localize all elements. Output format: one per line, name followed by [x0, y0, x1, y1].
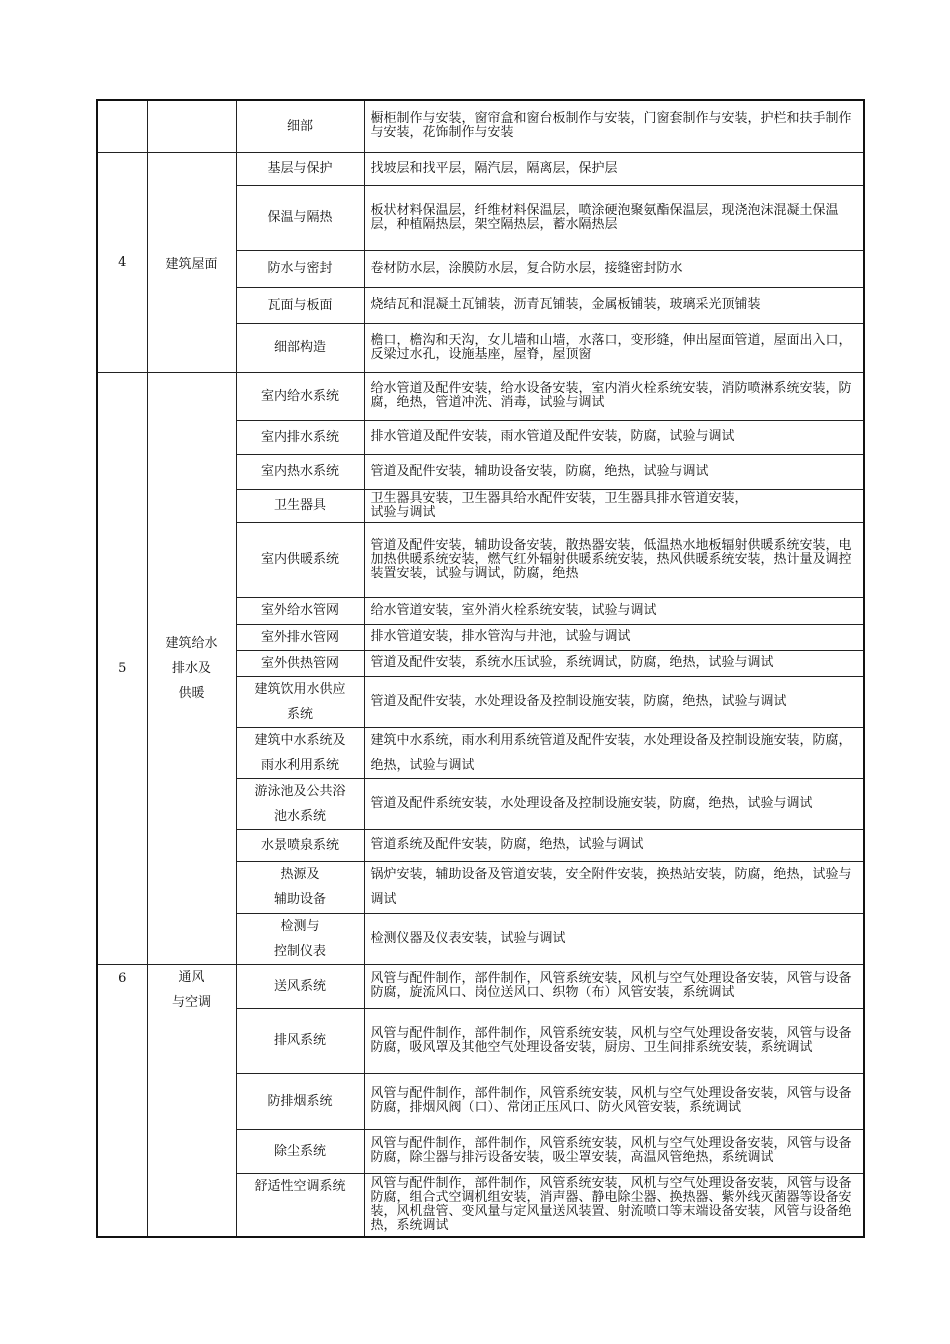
- subdivision-cell: 室外排水管网: [236, 624, 364, 650]
- subdivision-line: 系统: [286, 706, 313, 722]
- division-name-line: 通风: [178, 969, 205, 985]
- subdivision-cell: 舒适性空调系统: [236, 1173, 364, 1237]
- content-cell: 管道及配件安装，水处理设备及控制设施安装，防腐，绝热，试验与调试: [364, 676, 864, 727]
- content-cell: 排水管道安装，排水管沟与井池，试验与调试: [364, 624, 864, 650]
- subdivision-cell: [236, 861, 364, 913]
- content-line: 试验与调试: [370, 504, 436, 520]
- subdivision-cell: 排风系统: [236, 1008, 364, 1073]
- table-row: [97, 152, 864, 185]
- subdivision-line: 检测与: [280, 918, 320, 934]
- subdivision-line: 辅助设备: [273, 892, 326, 907]
- content-cell: 烧结瓦和混凝土瓦铺装，沥青瓦铺装，金属板铺装，玻璃采光顶铺装: [364, 287, 864, 323]
- construction-subdivision-table: [96, 99, 865, 1238]
- content-cell: 管道及配件安装，辅助设备安装，散热器安装，低温热水地板辐射供暖系统安装，电加热供暖系统安装，燃气红外辐射供暖系统安装，热风供暖系统安装，热计量及调控装置安装，试验与调试，防腐，绝热: [364, 522, 864, 597]
- division-name-cell: [147, 964, 236, 1237]
- content-line: 卫生器具安装，卫生器具给水配件安装，卫生器具排水管道安装，: [370, 490, 748, 506]
- subdivision-cell: 室内给水系统: [236, 372, 364, 420]
- subdivision-cell: 基层与保护: [236, 152, 364, 185]
- subdivision-cell: 室内排水系统: [236, 420, 364, 454]
- subdivision-cell: [236, 727, 364, 778]
- content-cell: 风管与配件制作，部件制作，风管系统安装，风机与空气处理设备安装，风管与设备防腐，排烟风阀（口）、常闭正压风口、防火风管安装，系统调试: [364, 1073, 864, 1129]
- division-name-cell: 建筑屋面: [147, 152, 236, 372]
- content-cell: 橱柜制作与安装，窗帘盒和窗台板制作与安装，门窗套制作与安装，护栏和扶手制作与安装，花饰制作与安装: [364, 100, 864, 152]
- content-cell: 排水管道及配件安装，雨水管道及配件安装，防腐，试验与调试: [364, 420, 864, 454]
- content-cell: 锅炉安装，辅助设备及管道安装，安全附件安装，换热站安装，防腐，绝热，试验与调试: [364, 861, 864, 913]
- subdivision-line: 控制仪表: [273, 943, 326, 959]
- content-cell: 管道及配件系统安装，水处理设备及控制设施安装，防腐，绝热，试验与调试: [364, 778, 864, 829]
- subdivision-cell: 室内供暖系统: [236, 522, 364, 597]
- subdivision-cell: 卫生器具: [236, 489, 364, 522]
- table-row: [97, 964, 864, 1008]
- content-cell: [364, 489, 864, 522]
- subdivision-line: 热源及: [280, 867, 320, 882]
- subdivision-cell: 防排烟系统: [236, 1073, 364, 1129]
- subdivision-cell: [236, 778, 364, 829]
- content-cell: 建筑中水系统，雨水利用系统管道及配件安装，水处理设备及控制设施安装，防腐，绝热，试验与调试: [364, 727, 864, 778]
- subdivision-cell: [236, 676, 364, 727]
- content-cell: 风管与配件制作，部件制作，风管系统安装，风机与空气处理设备安装，风管与设备防腐，组合式空调机组安装，消声器、静电除尘器、换热器、紫外线灭菌器等设备安装，风机盘管、变风量与定风量送风装置、射流喷口等末端设备安装，风管与设备绝热，系统调试: [364, 1173, 864, 1237]
- subdivision-cell: 室外供热管网: [236, 650, 364, 676]
- subdivision-line: 池水系统: [273, 808, 326, 824]
- subdivision-cell: 保温与隔热: [236, 185, 364, 250]
- subdivision-cell: 送风系统: [236, 964, 364, 1008]
- table-row: [97, 372, 864, 420]
- division-name-line: 排水及: [171, 660, 211, 676]
- subdivision-cell: 细部: [236, 100, 364, 152]
- subdivision-cell: 室内热水系统: [236, 454, 364, 489]
- content-cell: 找坡层和找平层，隔汽层，隔离层，保护层: [364, 152, 864, 185]
- content-cell: 给水管道安装，室外消火栓系统安装，试验与调试: [364, 597, 864, 624]
- content-cell: 管道系统及配件安装，防腐，绝热，试验与调试: [364, 829, 864, 861]
- subdivision-cell: 瓦面与板面: [236, 287, 364, 323]
- content-cell: 卷材防水层，涂膜防水层，复合防水层，接缝密封防水: [364, 250, 864, 287]
- subdivision-cell: 细部构造: [236, 323, 364, 372]
- content-cell: 风管与配件制作，部件制作，风管系统安装，风机与空气处理设备安装，风管与设备防腐，吸风罩及其他空气处理设备安装，厨房、卫生间排系统安装，系统调试: [364, 1008, 864, 1073]
- section-number-cell: 5: [97, 372, 147, 964]
- division-name-cell: [147, 372, 236, 964]
- content-cell: 给水管道及配件安装，给水设备安装，室内消火栓系统安装，消防喷淋系统安装，防腐，绝热，管道冲洗、消毒，试验与调试: [364, 372, 864, 420]
- table-row: [97, 100, 864, 152]
- division-name-cell: [147, 100, 236, 152]
- section-number-cell: 4: [97, 152, 147, 372]
- content-cell: 风管与配件制作，部件制作，风管系统安装，风机与空气处理设备安装，风管与设备防腐，旋流风口、岗位送风口、织物（布）风管安装，系统调试: [364, 964, 864, 1008]
- content-cell: 板状材料保温层，纤维材料保温层，喷涂硬泡聚氨酯保温层，现浇泡沫混凝土保温层，种植隔热层，架空隔热层，蓄水隔热层: [364, 185, 864, 250]
- division-name-line: 供暖: [178, 685, 205, 701]
- subdivision-line: 游泳池及公共浴: [254, 783, 346, 799]
- content-cell: 风管与配件制作，部件制作，风管系统安装，风机与空气处理设备安装，风管与设备防腐，除尘器与排污设备安装，吸尘罩安装，高温风管绝热，系统调试: [364, 1129, 864, 1173]
- section-number-cell: 6: [97, 964, 147, 1237]
- content-cell: 检测仪器及仪表安装，试验与调试: [364, 913, 864, 964]
- content-cell: 管道及配件安装，系统水压试验，系统调试，防腐，绝热，试验与调试: [364, 650, 864, 676]
- section-number-cell: [97, 100, 147, 152]
- division-name-line: 与空调: [171, 994, 211, 1010]
- subdivision-cell: 水景喷泉系统: [236, 829, 364, 861]
- subdivision-cell: 防水与密封: [236, 250, 364, 287]
- subdivision-cell: 除尘系统: [236, 1129, 364, 1173]
- subdivision-line: 建筑饮用水供应: [254, 681, 346, 697]
- division-name-line: 建筑给水: [165, 635, 218, 651]
- content-cell: 檐口，檐沟和天沟，女儿墙和山墙，水落口，变形缝，伸出屋面管道，屋面出入口，反梁过水孔，设施基座，屋脊，屋顶窗: [364, 323, 864, 372]
- subdivision-line: 雨水利用系统: [260, 757, 339, 773]
- subdivision-cell: 室外给水管网: [236, 597, 364, 624]
- content-cell: 管道及配件安装，辅助设备安装，防腐，绝热，试验与调试: [364, 454, 864, 489]
- subdivision-cell: [236, 913, 364, 964]
- subdivision-line: 建筑中水系统及: [254, 732, 346, 748]
